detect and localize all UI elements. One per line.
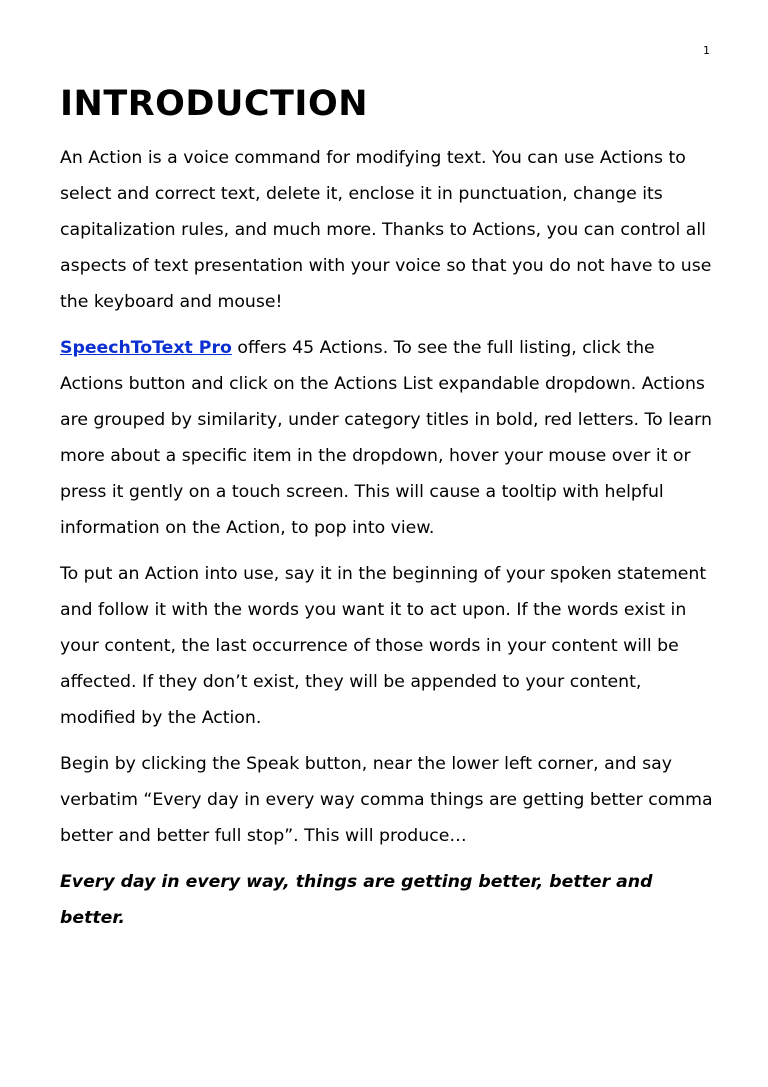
page-number: 1: [703, 44, 710, 57]
page-title: INTRODUCTION: [60, 84, 368, 124]
actions-overview-paragraph: [60, 330, 720, 546]
example-result-paragraph: Every day in every way, things are getting better, better and better.: [60, 872, 653, 928]
actions-overview-text: offers 45 Actions. To see the full listing, click the Actions button and click on the Actions List expandable dropdown. Actions are grouped by similarity, under category titles in bold, red letters. To learn more about a specific item in the dropdown, hover your mouse over it or press it gently on a touch screen. This will cause a tooltip with helpful information on the Action, to pop into view.: [60, 338, 712, 538]
document-body: [60, 82, 720, 946]
speechtotext-pro-link[interactable]: SpeechToText Pro: [60, 338, 232, 358]
intro-paragraph: An Action is a voice command for modifying text. You can use Actions to select and correct text, delete it, enclose it in punctuation, change its capitalization rules, and much more. Thanks to Actions, you can control all aspects of text presentation with your voice so that you do not have to use the keyboard and mouse!: [60, 148, 712, 312]
example-instructions-paragraph: Begin by clicking the Speak button, near the lower left corner, and say verbatim “Every day in every way comma things are getting better comma better and better full stop”. This will produce…: [60, 754, 713, 846]
usage-paragraph: To put an Action into use, say it in the beginning of your spoken statement and follow it with the words you want it to act upon. If the words exist in your content, the last occurrence of those words in your content will be affected. If they don’t exist, they will be appended to your content, modified by the Action.: [60, 564, 707, 728]
